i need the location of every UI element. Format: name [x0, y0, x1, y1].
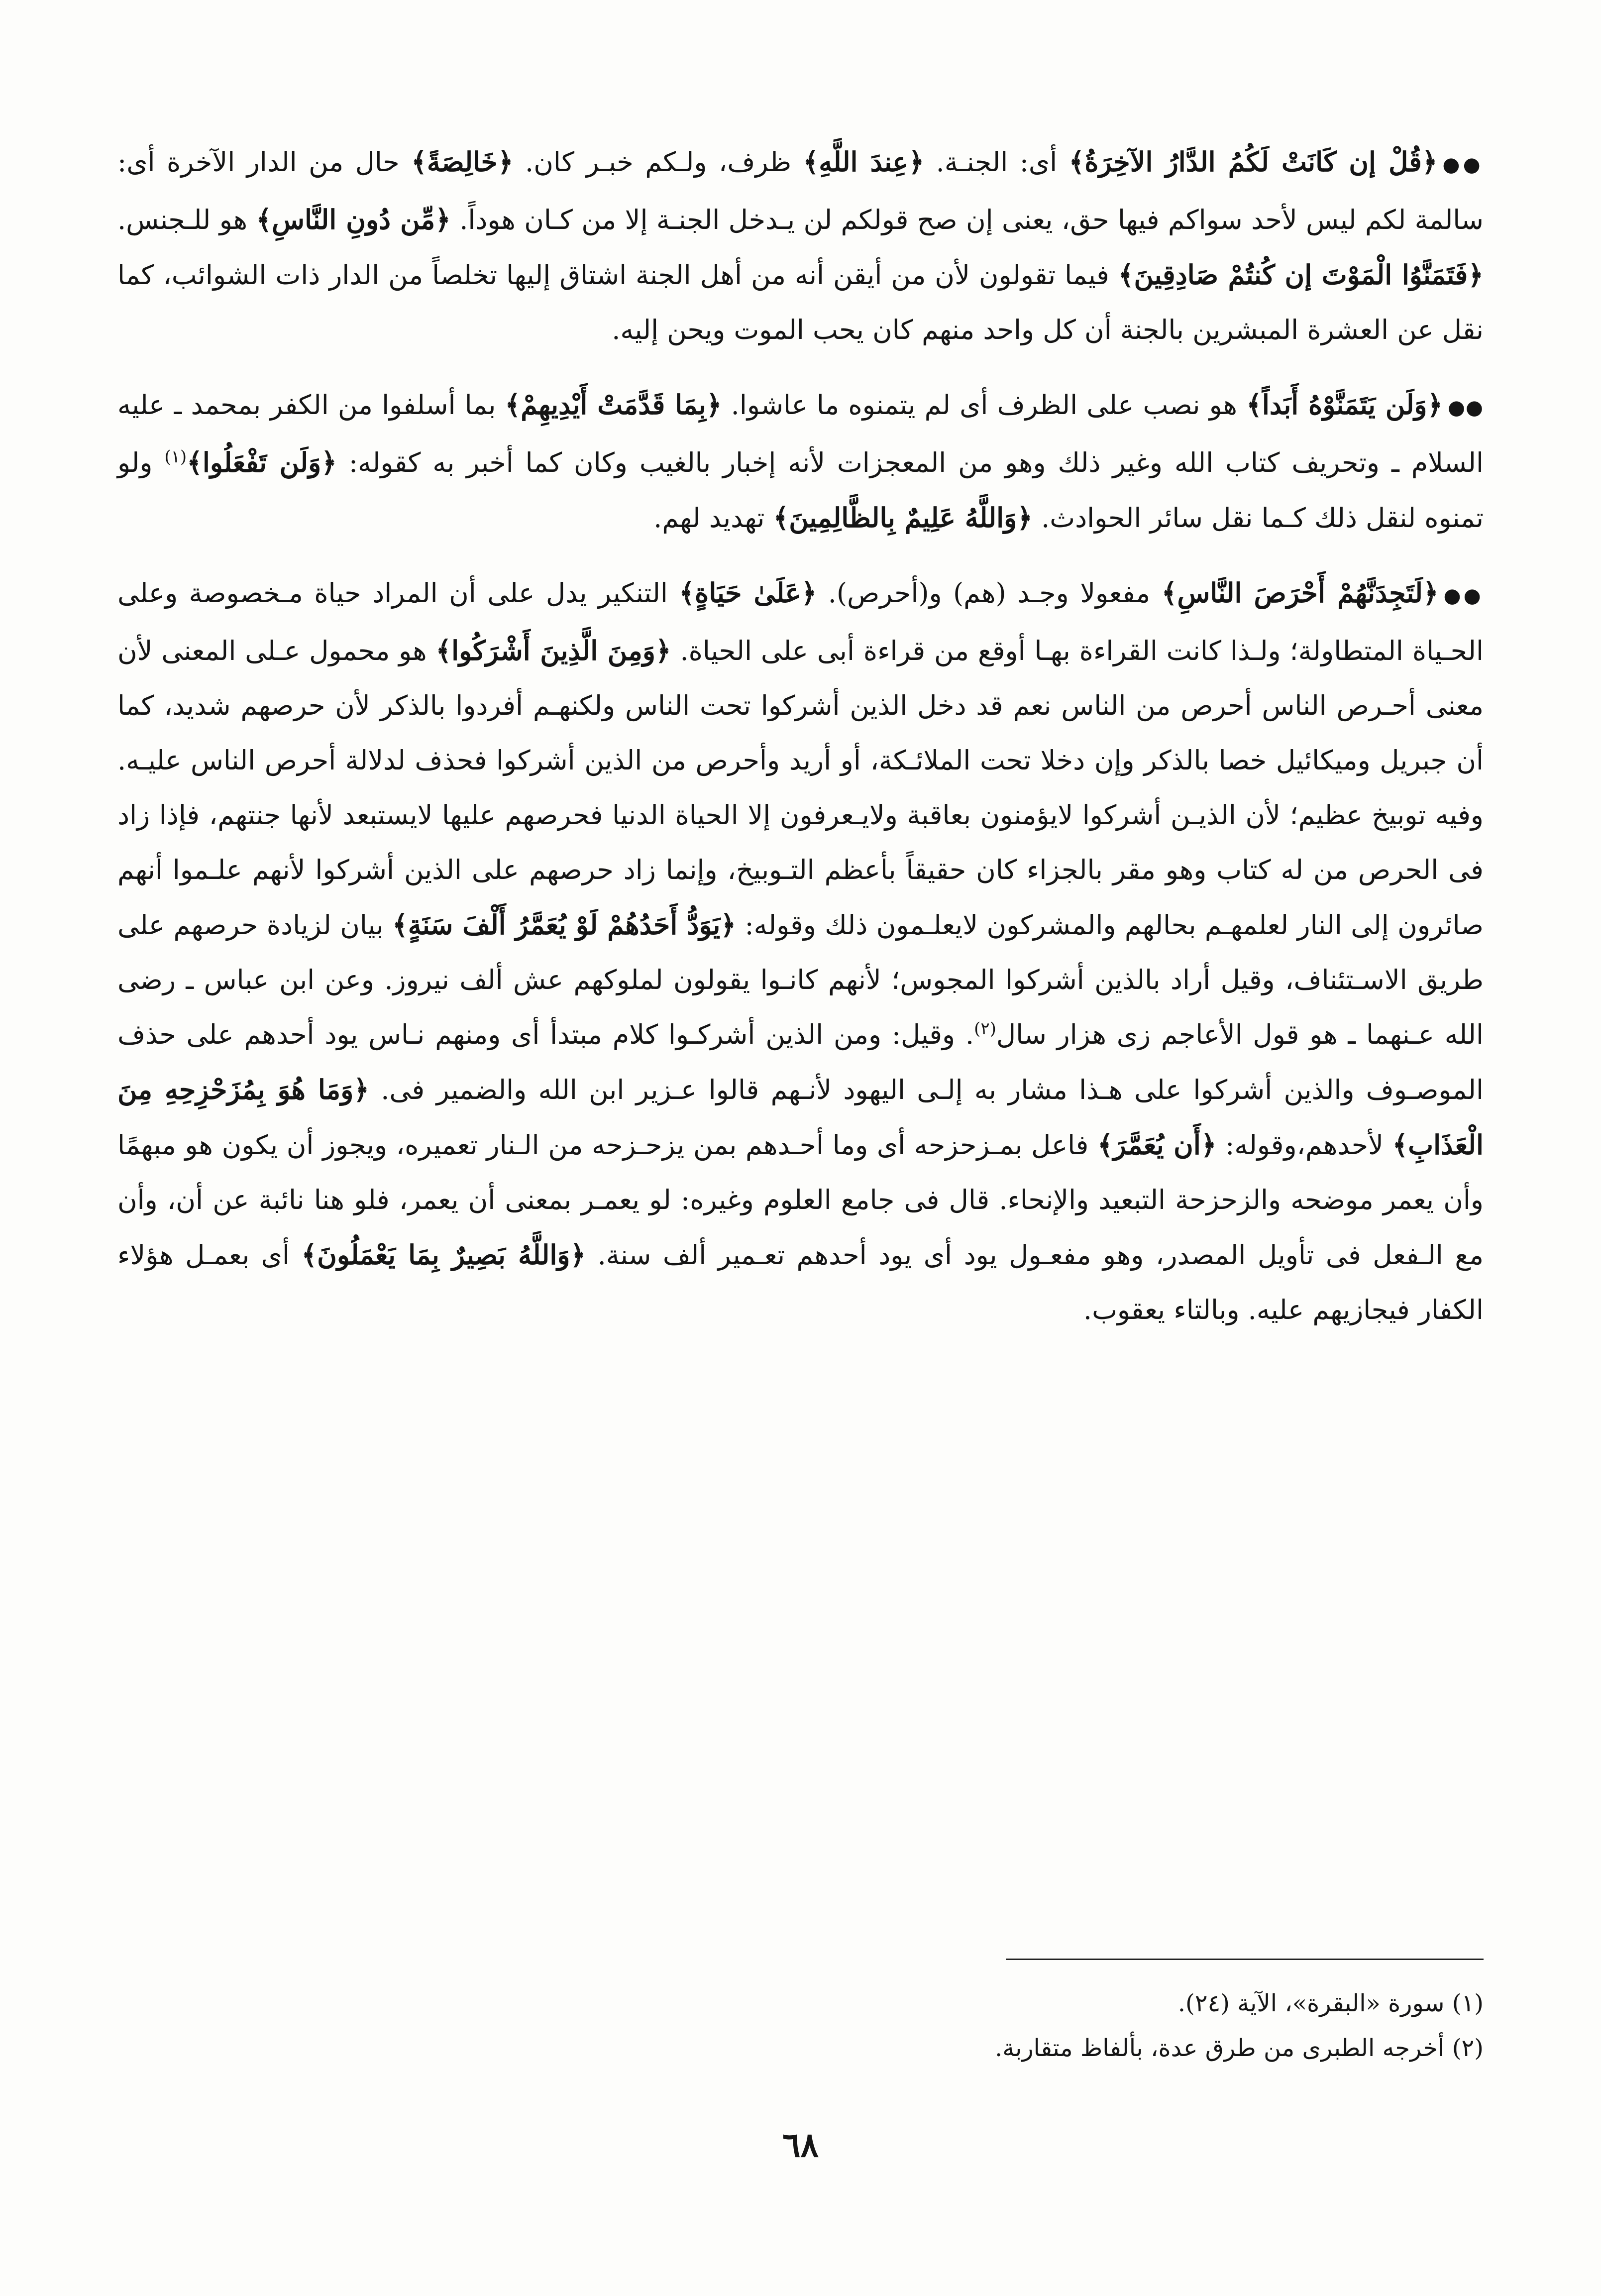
- commentary-text: أى: الجنـة.: [924, 146, 1069, 178]
- commentary-text: بما أسلفوا من الكفر بمحمد ـ عليه السلام ـ وتحريف كتاب الله وغير ذلك وهو من المعجزات لأنه إخبار بالغيب وكان كما أخبر به كقوله:: [117, 389, 1484, 478]
- commentary-text: هو نصب على الظرف أى لم يتمنوه ما عاشوا.: [722, 389, 1247, 421]
- paragraph-1: [117, 134, 1484, 357]
- commentary-text: ظرف، ولـكم خبـر كان.: [513, 146, 803, 178]
- quran-quote: ﴿وَلَن تَفْعَلُوا﴾: [187, 446, 337, 478]
- commentary-text: . وقيل: ومن الذين أشركـوا كلام مبتدأ أى ومنهم نـاس يود أحدهم على حذف الموصـوف والذين أشركوا على هـذا مشار به إلـى اليهود لأنـهم قالوا عـزير ابن الله والضمير فى.: [117, 1019, 1484, 1105]
- paragraph-marker: ●●: [1442, 153, 1484, 176]
- commentary-text: التنكير يدل على أن المراد حياة مـخصوصة وعلى الحـياة المتطاولة؛ ولـذا كانت القراءة بهـا أوقع من قراءة أبى على الحياة.: [117, 577, 1484, 666]
- commentary-text: فيما تقولون لأن من أيقن أنه من أهل الجنة اشتاق إليها تخلصاً من الدار ذات الشوائب، كما نقل عن العشرة المبشرين بالجنة أن كل واحد منهم كان يحب الموت ويحن إليه.: [117, 259, 1484, 345]
- quran-quote: ﴿مِّن دُونِ النَّاسِ﴾: [256, 204, 451, 235]
- commentary-text: هو للـجنس.: [117, 204, 256, 235]
- quran-quote: ﴿عَلَىٰ حَيَاةٍ﴾: [679, 577, 817, 609]
- quran-quote: ﴿يَوَدُّ أَحَدُهُمْ لَوْ يُعَمَّرُ أَلْفَ سَنَةٍ﴾: [392, 909, 737, 941]
- quran-quote: ﴿وَاللَّهُ عَلِيمٌ بِالظَّالِمِينَ﴾: [773, 502, 1033, 534]
- page-number: ٦٨: [782, 2125, 819, 2165]
- quran-quote: ﴿لَتَجِدَنَّهُمْ أَحْرَصَ النَّاسِ﴾: [1161, 577, 1439, 609]
- footnote-divider: [1006, 1959, 1484, 1960]
- quran-quote: ﴿وَمِنَ الَّذِينَ أَشْرَكُوا﴾: [435, 635, 671, 666]
- commentary-text: ولو تمنوه لنقل ذلك كـما نقل سائر الحوادث.: [117, 447, 1484, 534]
- footnote-reference[interactable]: (٢): [974, 1019, 996, 1039]
- quran-quote: ﴿وَمَا هُوَ بِمُزَحْزِحِهِ مِنَ الْعَذَابِ﴾: [117, 1074, 1484, 1161]
- footnote-1: (١) سورة «البقرة»، الآية (٢٤).: [1177, 1989, 1484, 2017]
- paragraph-2: [117, 377, 1484, 546]
- commentary-text: أى بعمـل هؤلاء الكفار فيجازيهم عليه. وبالتاء يعقوب.: [117, 1239, 1484, 1325]
- quran-quote: ﴿وَاللَّهُ بَصِيرٌ بِمَا يَعْمَلُونَ﴾: [301, 1239, 586, 1271]
- quran-quote: ﴿بِمَا قَدَّمَتْ أَيْدِيهِمْ﴾: [505, 389, 722, 421]
- paragraph-marker: ●●: [1443, 584, 1484, 607]
- commentary-text: حال من الدار الآخرة أى: سالمة لكم ليس لأحد سواكم فيها حق، يعنى إن صح قولكم لن يـدخل الجنـة إلا من كـان هوداً.: [117, 146, 1484, 235]
- footnote-reference[interactable]: (١): [164, 447, 187, 467]
- quran-quote: ﴿فَتَمَنَّوُا الْمَوْتَ إن كُنتُمْ صَادِقِينَ﴾: [1118, 259, 1484, 291]
- quran-quote: ﴿عِندَ اللَّهِ﴾: [803, 146, 925, 178]
- commentary-text: فاعل بمـزحزحه أى وما أحـدهم بمن يزحـزحه من الـنار تعميره، ويجوز أن يكون هو مبهمًا وأن يعمر موضحه والزحزحة التبعيد والإنحاء. قال فى جامع العلوم وغيره: لو يعمـر بمعنى أن يعمر، فلو هنا نائبة عن أن، وأن مع الـفعل فى تأويل المصدر، وهو مفعـول يود أى يود أحدهم تعـمير ألف سنة.: [117, 1129, 1484, 1271]
- commentary-text: مفعولا وجـد (هم) و(أحرص).: [817, 577, 1162, 609]
- quran-quote: ﴿خَالِصَةً﴾: [411, 146, 514, 178]
- footnote-2: (٢) أخرجه الطبرى من طرق عدة، بألفاظ متقاربة.: [994, 2034, 1484, 2062]
- quran-quote: ﴿وَلَن يَتَمَنَّوْهُ أَبَداً﴾: [1246, 389, 1443, 421]
- commentary-text: لأحدهم،وقوله:: [1216, 1129, 1392, 1161]
- commentary-text: بيان لزيادة حرصهم على طريق الاسـتئناف، وقيل أراد بالذين أشركوا المجوس؛ لأنهم كانـوا يقولون لملوكهم عش ألف نيروز. وعن ابن عباس ـ رضى الله عـنهما ـ هو قول الأعاجم زى هزار سال: [117, 909, 1484, 1050]
- commentary-text: تهديد لهم.: [653, 502, 773, 534]
- quran-quote: ﴿أَن يُعَمَّرَ﴾: [1097, 1129, 1217, 1161]
- footnotes: [117, 1981, 1484, 2071]
- main-text: [117, 134, 1484, 1357]
- paragraph-marker: ●●: [1448, 396, 1484, 419]
- quran-quote: ﴿قُلْ إن كَانَتْ لَكُمُ الدَّارُ الآخِرَةُ﴾: [1068, 146, 1438, 178]
- paragraph-3: [117, 565, 1484, 1337]
- commentary-text: هو محمول عـلى المعنى لأن معنى أحـرص الناس أحرص من الناس نعم قد دخل الذين أشركوا تحت الناس ولكنهـم أفردوا بالذكر لأن حرصهم شديد، كما أن جبريل وميكائيل خصا بالذكر وإن دخلا تحت الملائـكة، أو أريد وأحرص من الذين أشركوا فحذف لدلالة أحرص الناس عليـه. وفيه توبيخ عظيم؛ لأن الذيـن أشركوا لايؤمنون بعاقبة ولايـعرفون إلا الحياة الدنيا فحرصهم عليها لايستبعد لأنها جنتهم، فإذا زاد فى الحرص من له كتاب وهو مقر بالجزاء كان حقيقاً بأعظم التـوبيخ، وإنما زاد حرصهم على الذين أشركوا لأنهم علـموا أنهم صائرون إلى النار لعلمهـم بحالهم والمشركون لايعلـمون ذلك وقوله:: [117, 635, 1484, 941]
